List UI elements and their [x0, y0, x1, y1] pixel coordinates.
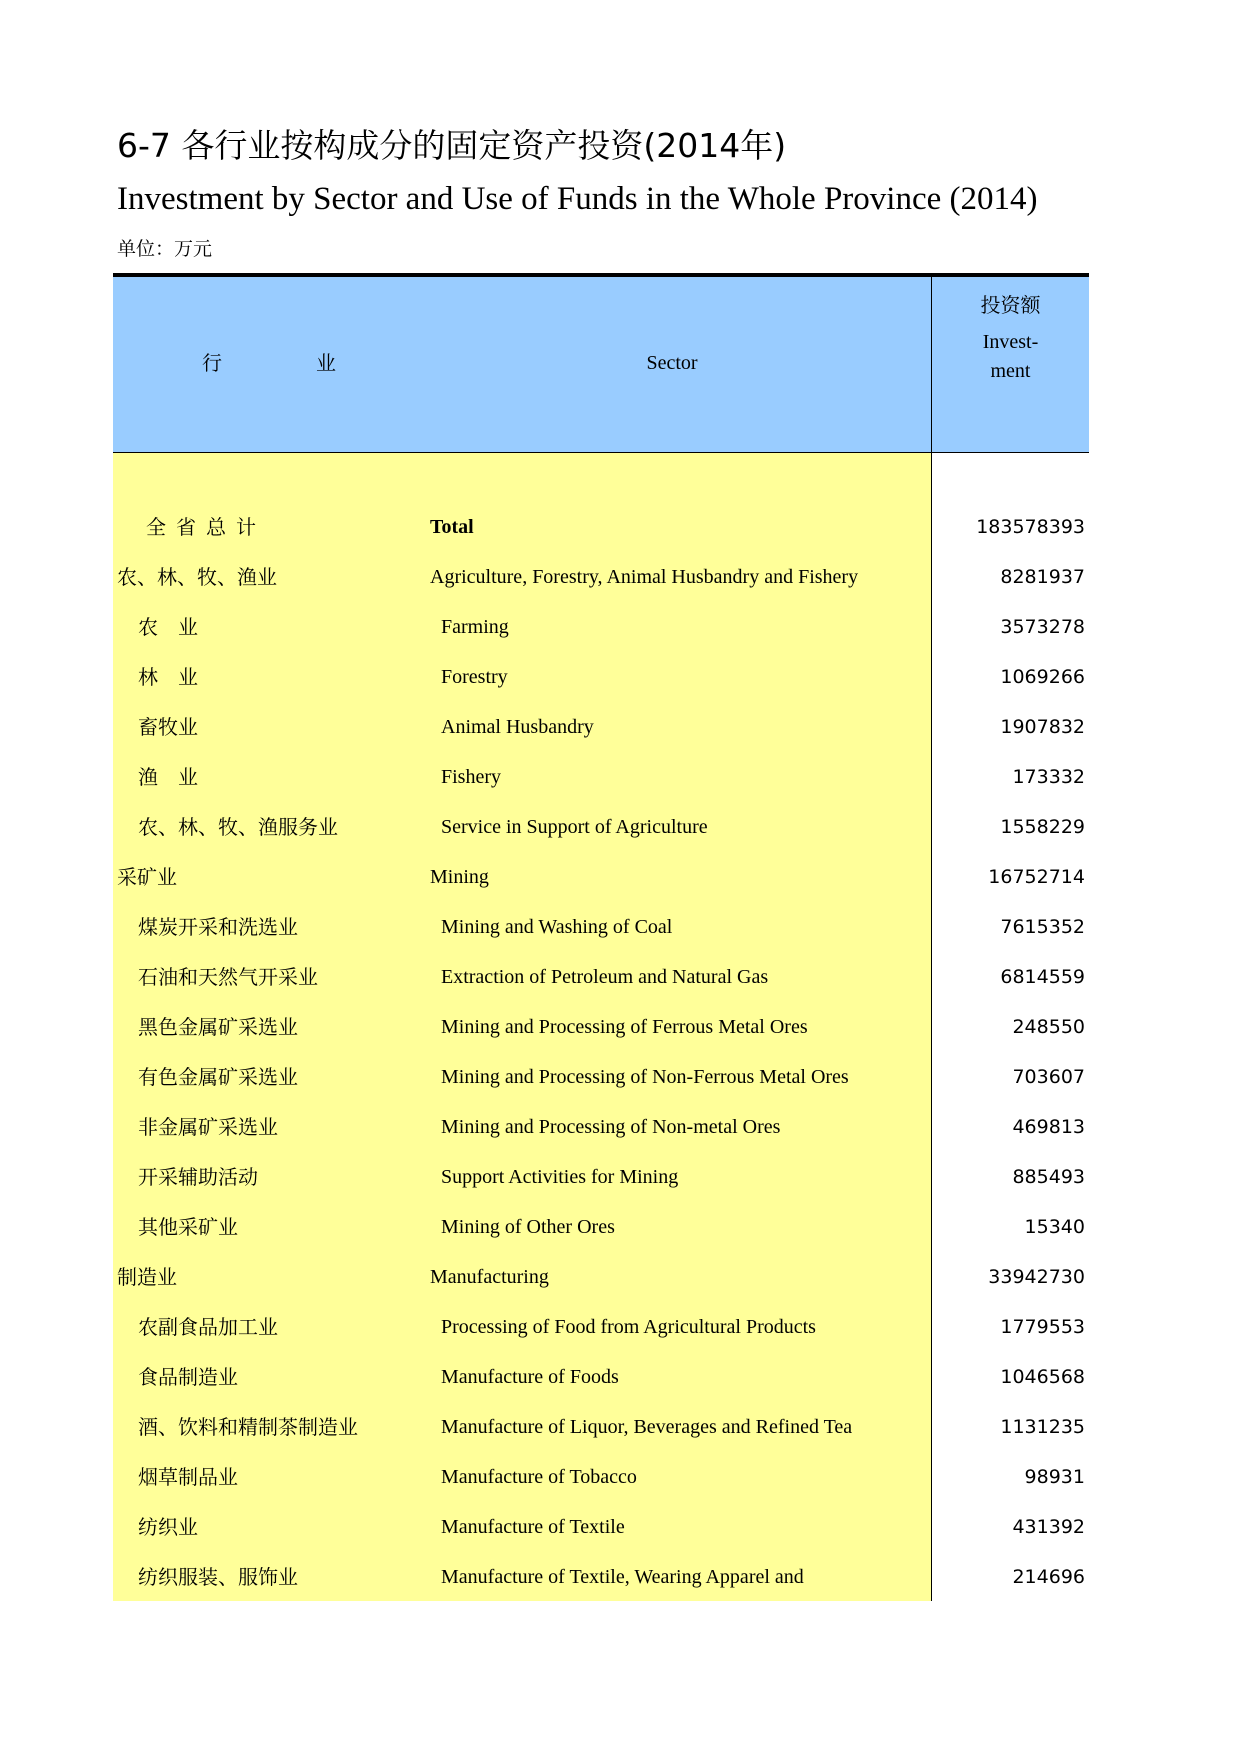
- table-row: [113, 652, 1089, 702]
- row-investment-value: 7615352: [1000, 916, 1085, 938]
- table-row: [113, 952, 1089, 1002]
- row-investment-value: 1907832: [1000, 716, 1085, 738]
- row-sector-en: Mining: [430, 866, 489, 888]
- table-row: [113, 1002, 1089, 1052]
- row-sector-en: Agriculture, Forestry, Animal Husbandry and Fishery: [430, 566, 859, 588]
- row-sector-en: Manufacturing: [430, 1266, 549, 1288]
- table-row: [113, 1052, 1089, 1102]
- row-sector-cn: 渔业: [138, 765, 218, 789]
- row-sector-cn: 畜牧业: [138, 715, 198, 739]
- row-investment-value: 248550: [1012, 1016, 1085, 1038]
- header-sector-en: Sector: [646, 352, 698, 374]
- page-title-cn: 6-7 各行业按构成分的固定资产投资(2014年): [117, 126, 787, 165]
- row-sector-cn: 酒、饮料和精制茶制造业: [138, 1415, 358, 1439]
- row-investment-value: 16752714: [988, 866, 1085, 888]
- row-investment-value: 431392: [1012, 1516, 1085, 1538]
- row-sector-cn: 煤炭开采和洗选业: [138, 915, 298, 939]
- row-sector-en: Mining and Processing of Non-Ferrous Metal Ores: [441, 1066, 849, 1088]
- row-investment-value: 98931: [1024, 1466, 1085, 1488]
- table-row: [113, 902, 1089, 952]
- row-investment-value: 1779553: [1000, 1316, 1085, 1338]
- row-sector-en: Mining and Processing of Ferrous Metal Ores: [441, 1016, 808, 1038]
- row-investment-value: 885493: [1012, 1166, 1085, 1188]
- row-sector-cn: 农业: [138, 615, 218, 639]
- row-sector-cn: 黑色金属矿采选业: [138, 1015, 298, 1039]
- row-sector-cn: 纺织服装、服饰业: [138, 1565, 298, 1589]
- row-sector-en: Mining and Processing of Non-metal Ores: [441, 1116, 781, 1138]
- table-row: [113, 502, 1089, 552]
- row-sector-en: Manufacture of Foods: [441, 1366, 619, 1388]
- header-investment-en-1: Invest-: [982, 331, 1039, 353]
- row-sector-en: Farming: [441, 616, 509, 638]
- row-sector-cn: 农、林、牧、渔服务业: [138, 815, 338, 839]
- row-investment-value: 1046568: [1000, 1366, 1085, 1388]
- header-investment: [932, 291, 1089, 386]
- row-investment-value: 1131235: [1000, 1416, 1085, 1438]
- row-sector-cn: 石油和天然气开采业: [138, 965, 318, 989]
- table-row: [113, 802, 1089, 852]
- row-sector-cn: 纺织业: [138, 1515, 198, 1539]
- row-sector-en: Mining and Washing of Coal: [441, 916, 673, 938]
- row-investment-value: 33942730: [988, 1266, 1085, 1288]
- unit-label: 单位：万元: [117, 238, 213, 260]
- row-sector-cn: 采矿业: [117, 865, 177, 889]
- row-sector-cn: 林业: [138, 665, 218, 689]
- row-sector-en: Service in Support of Agriculture: [441, 816, 708, 838]
- row-sector-en: Processing of Food from Agricultural Products: [441, 1316, 816, 1338]
- header-investment-en-2: ment: [990, 360, 1031, 382]
- row-sector-en: Mining of Other Ores: [441, 1216, 615, 1238]
- table-row: [113, 1252, 1089, 1302]
- header-investment-cn: 投资额: [980, 293, 1041, 317]
- row-sector-cn: 农、林、牧、渔业: [117, 565, 277, 589]
- table-row: [113, 1352, 1089, 1402]
- table-row: [113, 1152, 1089, 1202]
- table-row: [113, 852, 1089, 902]
- row-sector-cn: 开采辅助活动: [138, 1165, 258, 1189]
- row-sector-cn: 农副食品加工业: [138, 1315, 278, 1339]
- row-sector-en: Forestry: [441, 666, 508, 688]
- row-sector-en: Total: [430, 516, 474, 538]
- row-investment-value: 1558229: [1000, 816, 1085, 838]
- table-row: [113, 1302, 1089, 1352]
- row-investment-value: 3573278: [1000, 616, 1085, 638]
- row-sector-en: Support Activities for Mining: [441, 1166, 679, 1188]
- row-sector-cn: 食品制造业: [138, 1365, 238, 1389]
- page-title-en: Investment by Sector and Use of Funds in the Whole Province (2014): [117, 181, 1038, 217]
- row-investment-value: 703607: [1012, 1066, 1085, 1088]
- row-sector-cn: 有色金属矿采选业: [138, 1065, 298, 1089]
- row-sector-cn: 非金属矿采选业: [138, 1115, 278, 1139]
- row-investment-value: 173332: [1012, 766, 1085, 788]
- header-sector-cn-char-2: 业: [316, 351, 336, 375]
- table-row: [113, 1102, 1089, 1152]
- table-header: [113, 277, 1089, 453]
- table-row: [113, 1202, 1089, 1252]
- table-row: [113, 552, 1089, 602]
- row-sector-en: Manufacture of Tobacco: [441, 1466, 637, 1488]
- row-investment-value: 183578393: [976, 516, 1085, 538]
- row-investment-value: 1069266: [1000, 666, 1085, 688]
- table-row: [113, 602, 1089, 652]
- table-rows: [113, 502, 1089, 1602]
- row-sector-en: Fishery: [441, 766, 501, 788]
- row-sector-en: Extraction of Petroleum and Natural Gas: [441, 966, 769, 988]
- row-investment-value: 8281937: [1000, 566, 1085, 588]
- row-sector-cn: 其他采矿业: [138, 1215, 238, 1239]
- table-row: [113, 1452, 1089, 1502]
- table-row: [113, 702, 1089, 752]
- row-investment-value: 214696: [1012, 1566, 1085, 1588]
- row-investment-value: 15340: [1024, 1216, 1085, 1238]
- table-row: [113, 1502, 1089, 1552]
- row-sector-cn: 制造业: [117, 1265, 177, 1289]
- table-row: [113, 1552, 1089, 1602]
- row-sector-cn: 全省总计: [146, 515, 266, 539]
- header-sector-cn-char-1: 行: [202, 351, 222, 375]
- row-sector-cn: 烟草制品业: [138, 1465, 238, 1489]
- row-sector-en: Manufacture of Liquor, Beverages and Refined Tea: [441, 1416, 853, 1438]
- table-row: [113, 752, 1089, 802]
- row-investment-value: 469813: [1012, 1116, 1085, 1138]
- row-sector-en: Animal Husbandry: [441, 716, 594, 738]
- row-sector-en: Manufacture of Textile: [441, 1516, 625, 1538]
- row-sector-en: Manufacture of Textile, Wearing Apparel and: [441, 1566, 804, 1588]
- table-row: [113, 1402, 1089, 1452]
- row-investment-value: 6814559: [1000, 966, 1085, 988]
